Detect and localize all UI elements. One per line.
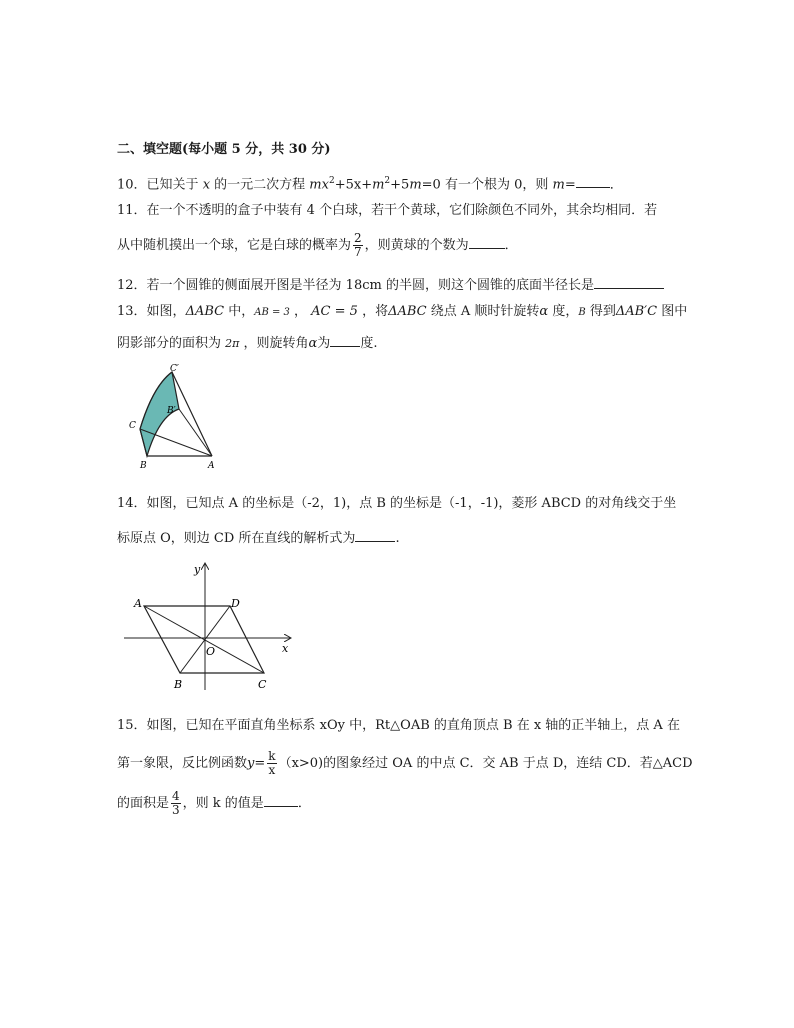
- label-d: D: [231, 597, 240, 610]
- q13-text-g: 得到: [585, 304, 616, 319]
- answer-blank-14[interactable]: [355, 528, 395, 542]
- q13-text-a: 如图，: [146, 304, 186, 319]
- q10-text-end: =0 有一个根为 0，则: [421, 177, 553, 193]
- q15-var-y: y: [247, 756, 255, 771]
- q13-ab: AB = 3: [254, 307, 290, 318]
- q11-fraction: [353, 232, 363, 259]
- q13-alpha: α: [539, 304, 549, 319]
- q10-term5: m: [409, 177, 422, 193]
- q10-exp: 2: [328, 176, 335, 186]
- q15-text2: 第一象限，反比例函数: [117, 756, 248, 771]
- q13-text-c: ，: [289, 304, 312, 319]
- q13-number: 13．: [117, 304, 147, 319]
- q15-area-fraction: [171, 790, 181, 817]
- q13-ac: AC = 5: [311, 304, 358, 319]
- question-11-line1: [117, 203, 657, 219]
- section-heading: 二、填空题(每小题 5 分，共 30 分): [117, 142, 331, 157]
- q13-triangle: ΔABC: [185, 304, 225, 319]
- q11-number: 11．: [117, 203, 147, 218]
- question-14-line1: [117, 496, 676, 512]
- q11-text3: ，则黄球的个数为: [364, 238, 469, 253]
- q13-text-b: 中，: [224, 304, 255, 319]
- figure-14: [118, 560, 298, 692]
- question-15-line3: [117, 790, 311, 818]
- q13-area: 2π: [225, 337, 240, 350]
- q15-frac-num: 4: [172, 789, 180, 803]
- question-13-line2: [117, 333, 377, 352]
- label-y: y: [194, 563, 201, 576]
- q10-exp2: 2: [384, 176, 391, 186]
- q15-frac-den: 3: [172, 803, 180, 817]
- label-a: A: [208, 461, 215, 471]
- label-c-prime: C′: [170, 364, 179, 374]
- question-15-line1: [117, 718, 680, 734]
- label-b: B: [174, 678, 183, 691]
- q14-text2: 标原点 O，则边 CD 所在直线的解析式为: [117, 531, 356, 546]
- label-x: x: [282, 642, 289, 655]
- answer-blank-10[interactable]: [576, 174, 610, 188]
- q15-text4: 的面积是: [117, 796, 170, 811]
- q15-number: 15．: [117, 718, 147, 733]
- answer-blank-11[interactable]: [469, 235, 505, 249]
- q13-alpha2: α: [308, 336, 318, 351]
- label-b-prime: B′: [167, 406, 176, 416]
- question-14-line2: [117, 528, 400, 547]
- label-b: B: [140, 461, 147, 471]
- q14-number: 14．: [117, 496, 147, 511]
- q15-text: 如图，已知在平面直角坐标系 xOy 中，Rt△OAB 的直角顶点 B 在 x 轴的正半轴上，点 A 在: [146, 718, 680, 733]
- q13-text-e: 绕点 A 顺时针旋转: [426, 304, 540, 319]
- q15-end: ．: [297, 796, 311, 811]
- q10-term2: +5x+: [334, 177, 373, 193]
- q14-end: .: [395, 531, 400, 546]
- question-13-line1: [117, 304, 687, 321]
- q13-text3: ，则旋转角: [239, 336, 309, 351]
- q13-b: B: [578, 307, 586, 318]
- answer-blank-15[interactable]: [264, 793, 298, 807]
- label-c: C: [258, 678, 267, 691]
- label-o: O: [206, 645, 216, 658]
- q12-number: 12．: [117, 278, 147, 293]
- q13-text-f: 度，: [548, 304, 579, 319]
- q11-frac-num: 2: [354, 231, 362, 245]
- q13-end: 度.: [360, 336, 378, 351]
- label-c: C: [129, 421, 136, 431]
- q10-number: 10．: [117, 177, 147, 193]
- figure-13: [110, 362, 230, 474]
- q11-text: 在一个不透明的盒子中装有 4 个白球，若干个黄球，它们除颜色不同外，其余均相同．若: [146, 203, 658, 218]
- q15-frac-x: x: [268, 763, 276, 777]
- q10-end: ．: [609, 177, 623, 193]
- q11-frac-den: 7: [354, 245, 362, 259]
- question-15-line2: [117, 750, 693, 777]
- q13-text4: 为: [317, 336, 331, 351]
- q13-triangle2: ΔABC: [388, 304, 427, 319]
- q15-eq: =: [254, 756, 266, 771]
- q10-term4: +5: [390, 177, 410, 193]
- q15-function-fraction: [267, 750, 276, 777]
- q15-frac-k: k: [268, 749, 276, 763]
- q14-text: 如图，已知点 A 的坐标是（-2，1)，点 B 的坐标是（-1，-1)，菱形 ABCD 的对角线交于坐: [146, 496, 677, 511]
- q11-text2: 从中随机摸出一个球，它是白球的概率为: [117, 238, 352, 253]
- q15-text3: （x>0)的图象经过 OA 的中点 C．交 AB 于点 D，连结 CD．若△ACD: [278, 756, 693, 771]
- q10-eq: =: [564, 177, 576, 193]
- q15-text5: ，则 k 的值是: [182, 796, 264, 811]
- q10-var-m: m: [552, 177, 565, 193]
- q10-term3: m: [372, 177, 385, 193]
- answer-blank-13[interactable]: [330, 333, 360, 347]
- q13-text-d: ，将: [357, 304, 389, 319]
- label-a: A: [134, 597, 142, 610]
- q10-text-mid: 的一元二次方程: [210, 177, 310, 193]
- q10-var-x: x: [202, 177, 211, 193]
- q11-end: ．: [504, 238, 518, 253]
- q13-triangle3: ΔAB′C: [615, 304, 658, 319]
- q13-text-h: 图中: [657, 304, 688, 319]
- question-11-line2: [117, 232, 518, 259]
- question-10: [117, 173, 623, 193]
- q13-text2: 阴影部分的面积为: [117, 336, 226, 351]
- q10-term: mx: [309, 177, 329, 193]
- answer-blank-12[interactable]: [594, 275, 664, 289]
- q10-text: 已知关于: [146, 177, 203, 193]
- question-12: [117, 275, 664, 294]
- segment-b1a: [179, 409, 212, 456]
- q12-text: 若一个圆锥的侧面展开图是半径为 18cm 的半圆，则这个圆锥的底面半径长是: [146, 278, 594, 293]
